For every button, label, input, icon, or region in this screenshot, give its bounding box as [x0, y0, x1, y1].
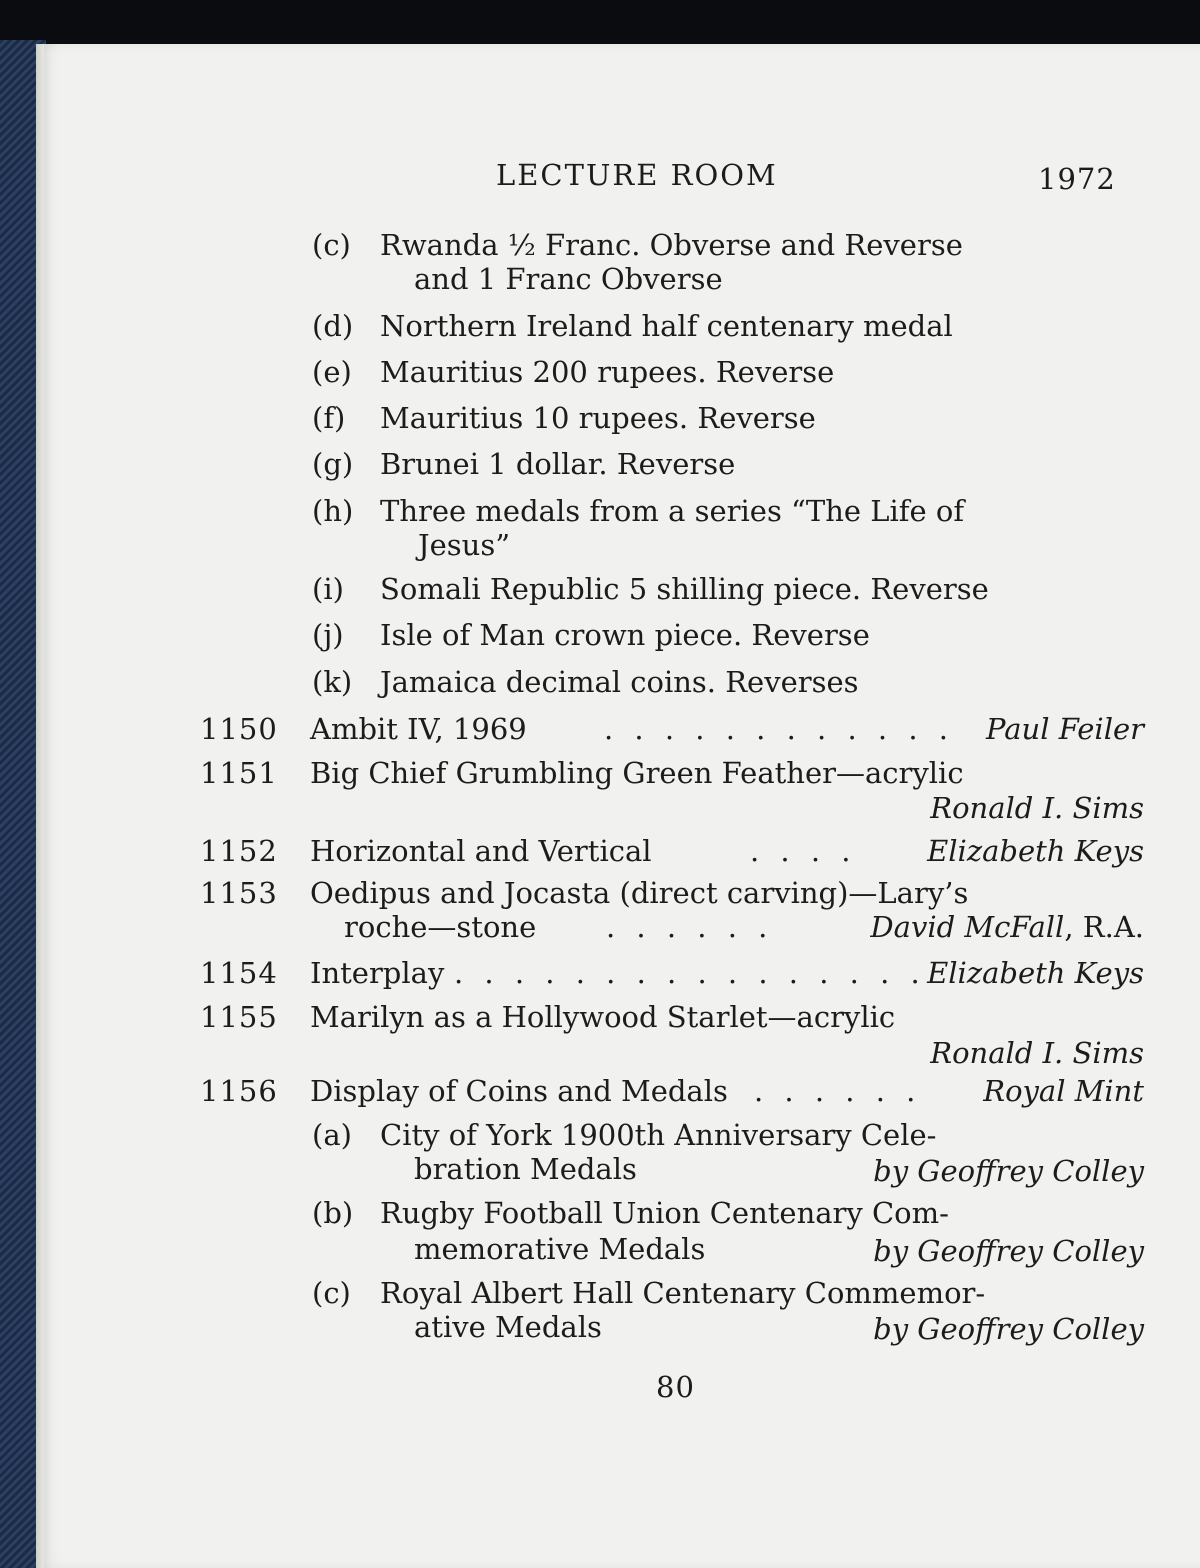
- entry-artist-line: [870, 910, 1144, 944]
- entry-number: 1156: [200, 1074, 278, 1108]
- subitem-text: Brunei 1 dollar. Reverse: [380, 447, 736, 481]
- entry-artist: Ronald I. Sims: [930, 791, 1144, 825]
- subitem-text: City of York 1900th Anniversary Cele-: [380, 1118, 937, 1152]
- subitem-letter: (c): [312, 1276, 351, 1310]
- subitem-text-cont: ative Medals: [414, 1310, 602, 1344]
- subitem-text-cont: memorative Medals: [414, 1232, 706, 1266]
- subitem-artist: by Geoffrey Colley: [873, 1234, 1144, 1268]
- subitem-text-cont: Jesus”: [418, 528, 511, 562]
- entry-artist-suffix: , R.A.: [1064, 910, 1144, 944]
- running-header-year: 1972: [1038, 162, 1116, 196]
- entry-number: 1150: [200, 712, 278, 746]
- subitem-letter: (h): [312, 494, 354, 528]
- leader-dots: . . . . . . . . . . . .: [604, 712, 955, 746]
- entry-artist: Royal Mint: [983, 1074, 1144, 1108]
- subitem-letter: (j): [312, 618, 344, 652]
- page-edge: [36, 44, 44, 1568]
- entry-number: 1153: [200, 876, 278, 910]
- subitem-letter: (f): [312, 401, 346, 435]
- entry-title: Oedipus and Jocasta (direct carving)—Lary’s: [310, 876, 969, 910]
- entry-number: 1154: [200, 956, 278, 990]
- subitem-text: Royal Albert Hall Centenary Commemor-: [380, 1276, 986, 1310]
- subitem-letter: (i): [312, 572, 344, 606]
- entry-title-cont: roche—stone: [344, 910, 537, 944]
- leader-dots: . . . . . . . . . . . . . . . .: [454, 956, 926, 990]
- subitem-text: Isle of Man crown piece. Reverse: [380, 618, 870, 652]
- subitem-letter: (g): [312, 447, 354, 481]
- entry-artist: Elizabeth Keys: [927, 834, 1144, 868]
- entry-title: Horizontal and Vertical: [310, 834, 652, 868]
- entry-title: Big Chief Grumbling Green Feather—acrylic: [310, 756, 964, 790]
- entry-number: 1152: [200, 834, 278, 868]
- subitem-text: Rwanda ½ Franc. Obverse and Reverse: [380, 228, 963, 262]
- subitem-letter: (d): [312, 309, 354, 343]
- entry-number: 1155: [200, 1000, 278, 1034]
- subitem-text-cont: and 1 Franc Obverse: [414, 262, 723, 296]
- subitem-artist: by Geoffrey Colley: [873, 1154, 1144, 1188]
- subitem-text: Rugby Football Union Centenary Com-: [380, 1196, 949, 1230]
- leader-dots: . . . . . .: [606, 910, 774, 944]
- leader-dots: . . . . . .: [754, 1074, 922, 1108]
- subitem-text-cont: bration Medals: [414, 1152, 637, 1186]
- entry-title: Interplay: [310, 956, 445, 990]
- subitem-artist: by Geoffrey Colley: [873, 1312, 1144, 1346]
- subitem-text: Northern Ireland half centenary medal: [380, 309, 953, 343]
- running-header-title: LECTURE ROOM: [496, 158, 778, 192]
- entry-artist: Elizabeth Keys: [927, 956, 1144, 990]
- entry-artist: Ronald I. Sims: [930, 1036, 1144, 1070]
- subitem-letter: (b): [312, 1196, 354, 1230]
- subitem-text: Mauritius 10 rupees. Reverse: [380, 401, 816, 435]
- subitem-letter: (a): [312, 1118, 352, 1152]
- entry-number: 1151: [200, 756, 278, 790]
- subitem-text: Jamaica decimal coins. Reverses: [380, 665, 859, 699]
- page-number: 80: [656, 1370, 695, 1404]
- subitem-text: Mauritius 200 rupees. Reverse: [380, 355, 835, 389]
- entry-artist: Paul Feiler: [986, 712, 1144, 746]
- subitem-letter: (c): [312, 228, 351, 262]
- subitem-text: Somali Republic 5 shilling piece. Reverse: [380, 572, 989, 606]
- subitem-text: Three medals from a series “The Life of: [380, 494, 965, 528]
- subitem-letter: (e): [312, 355, 352, 389]
- entry-title: Ambit IV, 1969: [310, 712, 527, 746]
- entry-title: Display of Coins and Medals: [310, 1074, 728, 1108]
- entry-artist: David McFall: [870, 910, 1065, 944]
- entry-title: Marilyn as a Hollywood Starlet—acrylic: [310, 1000, 896, 1034]
- leader-dots: . . . .: [750, 834, 857, 868]
- subitem-letter: (k): [312, 665, 353, 699]
